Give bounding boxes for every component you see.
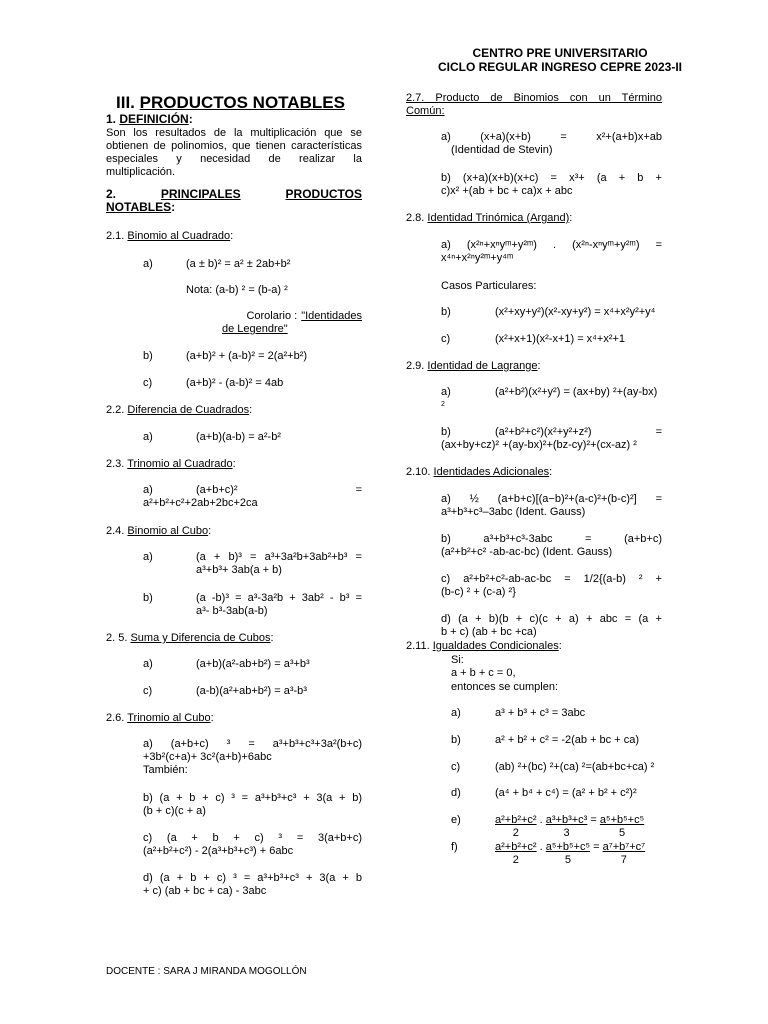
- header-line-2: CICLO REGULAR INGRESO CEPRE 2023-II: [437, 60, 683, 74]
- formula-2-6c: c) (a + b + c) ³ = 3(a+b+c) (a²+b²+c²) - 2(a³+b³+c³) + 6abc: [143, 832, 362, 857]
- page-title: III. PRODUCTOS NOTABLES: [116, 93, 345, 112]
- definition-heading: 1. DEFINICIÓN:: [106, 112, 193, 126]
- principal-heading: 2. PRINCIPALES PRODUCTOS NOTABLES:: [106, 187, 362, 214]
- section-2-3-title: 2.3. Trinomio al Cuadrado:: [106, 458, 236, 470]
- section-2-2-title: 2.2. Diferencia de Cuadrados:: [106, 404, 253, 416]
- formula-2-4b: (a -b)³ = a³-3a²b + 3ab² - b³ = a³- b³-3ab(a-b): [196, 592, 362, 617]
- fraction: $\frac{\text{a⁵+b⁵+c⁵}}{5}$: [599, 814, 645, 839]
- section-2-6-title: 2.6. Trinomio al Cubo:: [106, 712, 214, 724]
- item-label: c): [143, 377, 153, 389]
- formula-2-9b: b) (a²+b²+c²)(x²+y²+z²) = (ax+by+cz)² +(ay-bx)²+(bz-cy)²+(cx-az) ²: [441, 426, 662, 451]
- formula-2-8a: a) (x²ⁿ+xⁿyᵐ+y²ᵐ) . (x²ⁿ-xⁿyᵐ+y²ᵐ) = x⁴ⁿ+x²ⁿy²ᵐ+y⁴ᵐ: [441, 239, 662, 264]
- item-label: b): [143, 592, 153, 604]
- section-2-11-title: 2.11. Igualdades Condicionales:: [406, 640, 562, 652]
- footer-teacher: DOCENTE : SARA J MIRANDA MOGOLLÓN: [106, 966, 307, 977]
- formula-2-10a: a) ½ (a+b+c)[(a−b)²+(a-c)²+(b-c)²] = a³+b³+c³–3abc (Ident. Gauss): [441, 493, 662, 518]
- formula-2-4a: (a + b)³ = a³+3a²b+3ab²+b³ = a³+b³+ 3ab(a + b): [196, 551, 362, 576]
- formula-2-10c: c) a²+b²+c²-ab-ac-bc = 1/2{(a-b) ² + (b-c) ² + (c-a) ²}: [441, 573, 662, 598]
- item-label: c): [143, 685, 153, 697]
- formula: (a+b)(a-b) = a²-b²: [196, 431, 281, 443]
- formula-2-10d: d) (a + b)(b + c)(c + a) + abc = (a + b + c) (ab + bc +ca): [441, 613, 662, 638]
- formula: a² + b² + c² = -2(ab + bc + ca): [495, 734, 639, 746]
- item-label: a): [143, 258, 153, 270]
- item-label: d): [451, 787, 461, 799]
- item-label: b): [441, 306, 451, 318]
- item-label: a): [143, 551, 153, 563]
- formula-2-6b: b) (a + b + c) ³ = a³+b³+c³ + 3(a + b) (b + c)(c + a): [143, 792, 362, 817]
- item-label: b): [143, 350, 153, 362]
- item-label: a): [441, 386, 451, 398]
- item-label: e): [451, 814, 461, 826]
- formula: (a²+b²)(x²+y²) = (ax+by) ²+(ay-bx): [495, 386, 658, 398]
- fraction: $\frac{\text{a²+b²+c²}}{2}$: [495, 841, 537, 866]
- formula-2-11e: $\frac{\text{a²+b²+c²}}{2}$ . $\frac{\text{a³+b³+c³}}{3}$ = $\frac{\text{a⁵+b⁵+c⁵}}{5}$: [495, 814, 645, 839]
- definition-text: Son los resultados de la multiplicación que se obtienen de polinomios, que tienen características especiales y necesidad de realizar la multiplicación.: [106, 127, 362, 178]
- formula: (a+b)² + (a-b)² = 2(a²+b²): [186, 350, 308, 362]
- item-label: a): [143, 431, 153, 443]
- formula-2-6d: d) (a + b + c) ³ = a³+b³+c³ + 3(a + b + c) (ab + bc + ca) - 3abc: [143, 872, 362, 897]
- section-2-8-title: 2.8. Identidad Trinómica (Argand):: [406, 212, 573, 224]
- section-2-10-title: 2.10. Identidades Adicionales:: [406, 466, 553, 478]
- condition-si: Si:: [451, 654, 464, 666]
- section-2-5-title: 2. 5. Suma y Diferencia de Cubos:: [106, 632, 274, 644]
- condition-then: entonces se cumplen:: [451, 681, 559, 693]
- formula: (x²+xy+y²)(x²-xy+y²) = x⁴+x²y²+y⁴: [495, 306, 656, 318]
- item-label: a): [143, 658, 153, 670]
- header: [400, 46, 720, 74]
- item-label: a): [451, 707, 461, 719]
- corolario: Corolario : "Identidades de Legendre": [222, 310, 362, 335]
- section-2-1-title: 2.1. Binomio al Cuadrado:: [106, 230, 234, 242]
- formula: a³ + b³ + c³ = 3abc: [495, 707, 586, 719]
- item-label: c): [451, 761, 461, 773]
- item-label: b): [451, 734, 461, 746]
- item-label: c): [441, 333, 451, 345]
- formula: (a ± b)² = a² ± 2ab+b²: [186, 258, 291, 270]
- formula: (x²+x+1)(x²-x+1) = x⁴+x²+1: [495, 333, 626, 345]
- formula-2-6a: a) (a+b+c) ³ = a³+b³+c³+3a²(b+c) +3b²(c+a)+ 3c²(a+b)+6abc También:: [143, 738, 362, 776]
- fraction: $\frac{\text{a³+b³+c³}}{3}$: [545, 814, 588, 839]
- formula: (a⁴ + b⁴ + c⁴) = (a² + b² + c²)²: [495, 787, 637, 799]
- formula-2-7a: a) (x+a)(x+b) = x²+(a+b)x+ab (Identidad de Stevin): [441, 131, 662, 156]
- formula-2-11f: $\frac{\text{a²+b²+c²}}{2}$ . $\frac{\text{a⁵+b⁵+c⁵}}{5}$ = $\frac{\text{a⁷+b⁷+c⁷}}{7}$: [495, 841, 646, 866]
- condition: a + b + c = 0,: [451, 667, 516, 679]
- formula: (ab) ²+(bc) ²+(ca) ²=(ab+bc+ca) ²: [495, 761, 655, 773]
- formula: (a+b)² - (a-b)² = 4ab: [186, 377, 284, 389]
- formula: (a+b)(a²-ab+b²) = a³+b³: [196, 658, 310, 670]
- formula-2-7b: b) (x+a)(x+b)(x+c) = x³+ (a + b + c)x² +(ab + bc + ca)x + abc: [441, 172, 662, 197]
- item-label: f): [451, 841, 458, 853]
- casos-particulares: Casos Particulares:: [441, 280, 537, 292]
- note: Nota: (a-b) ² = (b-a) ²: [186, 284, 288, 296]
- section-2-9-title: 2.9. Identidad de Lagrange:: [406, 360, 541, 372]
- fraction: $\frac{\text{a⁵+b⁵+c⁵}}{5}$: [545, 841, 591, 866]
- formula-2-10b: b) a³+b³+c³-3abc = (a+b+c) (a²+b²+c² -ab-ac-bc) (Ident. Gauss): [441, 533, 662, 558]
- superscript: 2: [441, 401, 445, 408]
- fraction: $\frac{\text{a²+b²+c²}}{2}$: [495, 814, 537, 839]
- header-line-1: CENTRO PRE UNIVERSITARIO: [472, 46, 648, 60]
- section-2-4-title: 2.4. Binomio al Cubo:: [106, 525, 212, 537]
- fraction: $\frac{\text{a⁷+b⁷+c⁷}}{7}$: [602, 841, 646, 866]
- formula: (a-b)(a²+ab+b²) = a³-b³: [196, 685, 307, 697]
- section-2-7-title: 2.7. Producto de Binomios con un Término Común:: [406, 92, 662, 117]
- formula-2-3a: a) (a+b+c)² = a²+b²+c²+2ab+2bc+2ca: [143, 484, 362, 509]
